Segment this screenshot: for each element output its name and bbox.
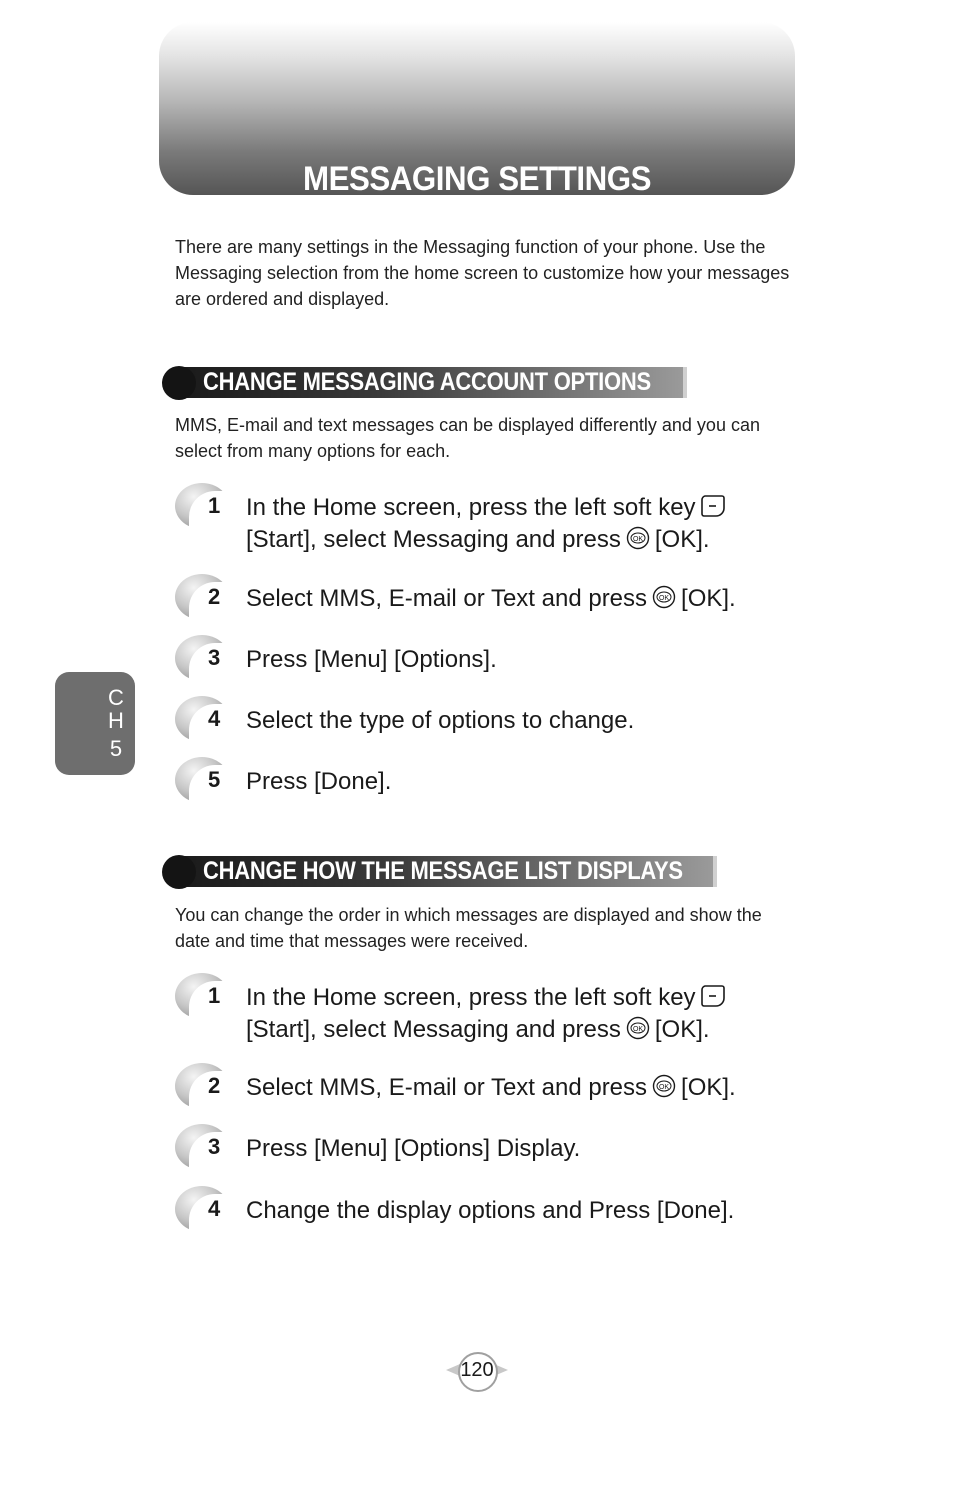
step-text-part: [OK]. <box>654 1016 710 1043</box>
step-text <box>246 493 806 557</box>
ok-key-icon <box>625 526 651 557</box>
step-text: Change the display options and Press [Done]. <box>246 1197 735 1224</box>
section-bullet-icon <box>162 855 196 889</box>
step-number: 3 <box>208 645 221 670</box>
ok-key-icon <box>625 1016 651 1047</box>
step-text-part: Select MMS, E-mail or Text and press <box>246 1074 648 1101</box>
step-text: Press [Menu] [Options] Display. <box>246 1135 581 1162</box>
chapter-tab-letter: C <box>108 685 124 710</box>
page-number-badge <box>446 1350 508 1392</box>
chapter-tab <box>55 672 135 775</box>
step-number: 1 <box>208 983 221 1008</box>
step-text: Press [Menu] [Options]. <box>246 646 497 673</box>
svg-text:OK: OK <box>632 536 643 543</box>
step-text: Press [Done]. <box>246 768 392 795</box>
left-soft-key-icon <box>700 494 726 525</box>
section-description: You can change the order in which messages are displayed and show the date and time that messages were received. <box>175 905 762 951</box>
step-number: 4 <box>208 1196 221 1221</box>
intro-paragraph: There are many settings in the Messaging function of your phone. Use the Messaging selection from the home screen to customize how your messages are ordered and displayed. <box>175 237 790 309</box>
section-bullet-icon <box>162 366 196 400</box>
step-number-disc-icon <box>175 574 231 620</box>
title-banner <box>159 22 795 198</box>
step-number-disc-icon <box>175 973 231 1019</box>
section-header-label: CHANGE HOW THE MESSAGE LIST DISPLAYS <box>203 857 683 885</box>
step-text-part: In the Home screen, press the left soft key <box>246 494 696 521</box>
step-number-disc-icon <box>175 635 231 681</box>
step-number: 5 <box>208 767 221 792</box>
step-number: 2 <box>208 584 221 609</box>
step-text-part: Select MMS, E-mail or Text and press <box>246 585 648 612</box>
chapter-tab-number: 5 <box>109 736 123 761</box>
step-number: 2 <box>208 1073 221 1098</box>
ok-key-icon <box>651 585 677 616</box>
step-text-part: [OK]. <box>654 526 710 553</box>
page-number: 120 <box>460 1359 494 1381</box>
step-number-disc-icon <box>175 757 231 803</box>
step-number-disc-icon <box>175 1124 231 1170</box>
svg-text:OK: OK <box>658 595 670 602</box>
step-number: 4 <box>208 706 221 731</box>
step-text-part: [OK]. <box>681 585 736 612</box>
step-text-part: [Start], select Messaging and press <box>246 1016 621 1043</box>
step-number: 1 <box>208 493 221 518</box>
step-text <box>246 1073 806 1105</box>
ok-key-icon <box>651 1074 677 1105</box>
step-number-disc-icon <box>175 1186 231 1232</box>
section-header-label: CHANGE MESSAGING ACCOUNT OPTIONS <box>203 368 651 396</box>
step-text <box>246 584 806 616</box>
chapter-tab-letter: H <box>108 708 124 733</box>
step-number-disc-icon <box>175 696 231 742</box>
page-title: MESSAGING SETTINGS <box>302 160 651 198</box>
step-text-part: In the Home screen, press the left soft key <box>246 984 696 1011</box>
left-soft-key-icon <box>700 984 726 1015</box>
step-number: 3 <box>208 1134 221 1159</box>
step-text-part: [OK]. <box>681 1074 736 1101</box>
svg-text:OK: OK <box>632 1026 643 1033</box>
step-text-part: [Start], select Messaging and press <box>246 526 621 553</box>
step-number-disc-icon <box>175 483 231 529</box>
step-number-disc-icon <box>175 1063 231 1109</box>
section-description: MMS, E-mail and text messages can be displayed differently and you can select from many options for each. <box>175 415 760 461</box>
step-text: Select the type of options to change. <box>246 707 635 734</box>
svg-text:OK: OK <box>658 1084 670 1091</box>
step-text <box>246 983 806 1047</box>
